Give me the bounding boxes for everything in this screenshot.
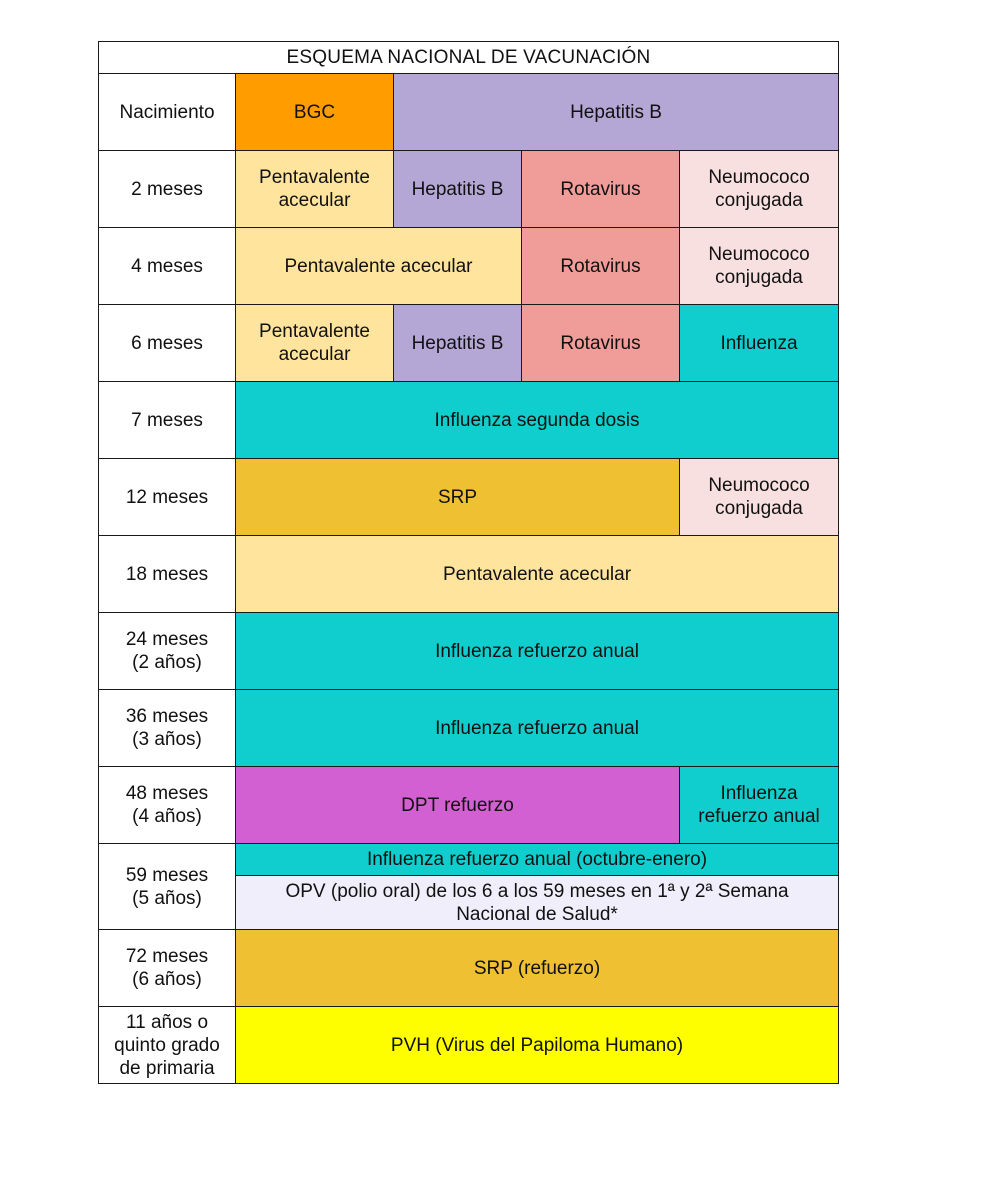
vaccine-pentavalente: Pentavalente acecular: [236, 536, 839, 613]
row-72-meses: [99, 930, 839, 1007]
vaccine-neumococo: Neumococo conjugada: [680, 228, 839, 305]
row-48-meses: [99, 767, 839, 844]
vaccine-influenza-refuerzo: Influenza refuerzo anual: [680, 767, 839, 844]
vaccine-dpt-refuerzo: DPT refuerzo: [236, 767, 680, 844]
vaccine-influenza: Influenza: [680, 305, 839, 382]
age-label: 18 meses: [99, 536, 236, 613]
vaccine-rotavirus: Rotavirus: [522, 305, 680, 382]
vaccine-influenza-refuerzo: Influenza refuerzo anual: [236, 613, 839, 690]
vaccine-hepatitis-b: Hepatitis B: [394, 74, 839, 151]
vaccine-hepatitis-b: Hepatitis B: [394, 151, 522, 228]
age-label: 7 meses: [99, 382, 236, 459]
vaccine-rotavirus: Rotavirus: [522, 228, 680, 305]
age-label: 11 años o quinto grado de primaria: [99, 1007, 236, 1084]
vaccine-neumococo: Neumococo conjugada: [680, 459, 839, 536]
row-4-meses: [99, 228, 839, 305]
row-36-meses: [99, 690, 839, 767]
row-18-meses: [99, 536, 839, 613]
vaccine-rotavirus: Rotavirus: [522, 151, 680, 228]
vaccine-srp: SRP: [236, 459, 680, 536]
age-label: 24 meses (2 años): [99, 613, 236, 690]
row-2-meses: [99, 151, 839, 228]
age-label: 48 meses (4 años): [99, 767, 236, 844]
vaccine-opv: OPV (polio oral) de los 6 a los 59 meses en 1ª y 2ª Semana Nacional de Salud*: [236, 876, 839, 930]
vaccine-hepatitis-b: Hepatitis B: [394, 305, 522, 382]
vaccine-srp-refuerzo: SRP (refuerzo): [236, 930, 839, 1007]
vaccine-pentavalente: Pentavalente acecular: [236, 305, 394, 382]
vaccine-influenza-segunda-dosis: Influenza segunda dosis: [236, 382, 839, 459]
row-59-meses-a: [99, 844, 839, 876]
vaccine-pentavalente: Pentavalente acecular: [236, 228, 522, 305]
age-label: 4 meses: [99, 228, 236, 305]
vaccine-bgc: BGC: [236, 74, 394, 151]
row-12-meses: [99, 459, 839, 536]
vaccine-pvh: PVH (Virus del Papiloma Humano): [236, 1007, 839, 1084]
age-label: 36 meses (3 años): [99, 690, 236, 767]
age-label: 6 meses: [99, 305, 236, 382]
age-label: 59 meses (5 años): [99, 844, 236, 930]
vaccination-schedule-table: [98, 41, 839, 1084]
age-label: Nacimiento: [99, 74, 236, 151]
title-row: [99, 42, 839, 74]
vaccine-pentavalente: Pentavalente acecular: [236, 151, 394, 228]
vaccine-influenza-refuerzo: Influenza refuerzo anual (octubre-enero): [236, 844, 839, 876]
row-nacimiento: [99, 74, 839, 151]
row-11-anos: [99, 1007, 839, 1084]
row-7-meses: [99, 382, 839, 459]
vaccine-influenza-refuerzo: Influenza refuerzo anual: [236, 690, 839, 767]
row-6-meses: [99, 305, 839, 382]
vaccine-neumococo: Neumococo conjugada: [680, 151, 839, 228]
age-label: 72 meses (6 años): [99, 930, 236, 1007]
age-label: 12 meses: [99, 459, 236, 536]
age-label: 2 meses: [99, 151, 236, 228]
table-title: ESQUEMA NACIONAL DE VACUNACIÓN: [99, 42, 839, 74]
row-24-meses: [99, 613, 839, 690]
